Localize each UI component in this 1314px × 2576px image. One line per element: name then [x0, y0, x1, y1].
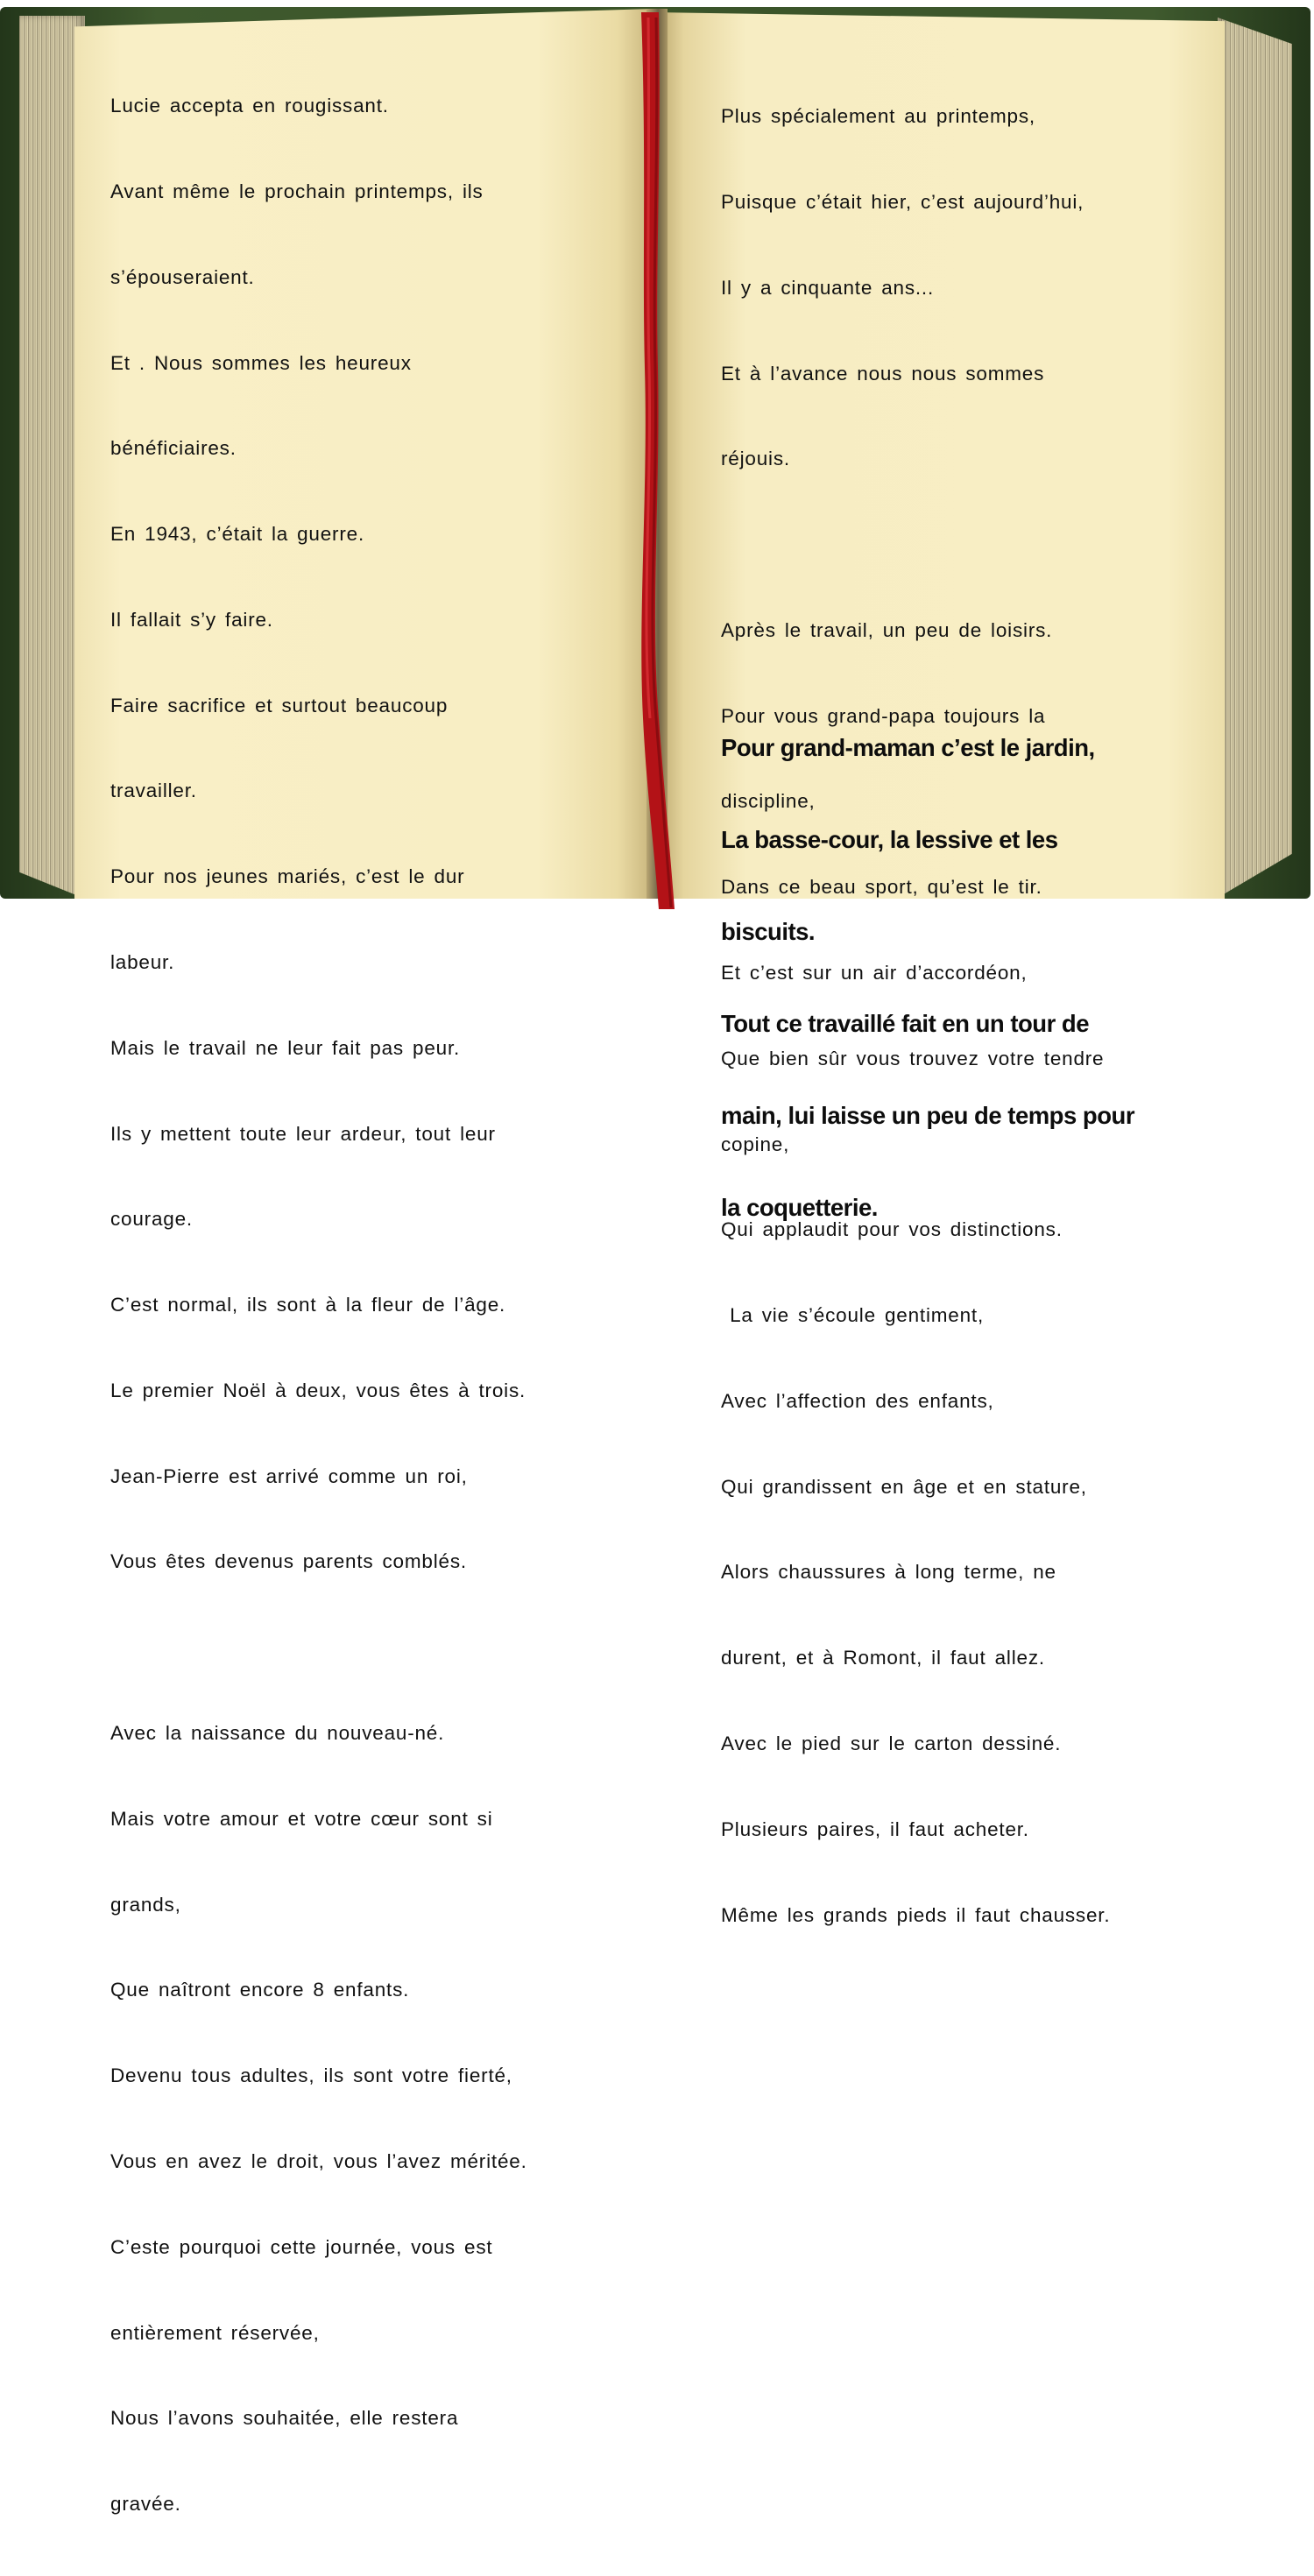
left-line: grands, [110, 1893, 181, 1916]
bold-line: Tout ce travaillé fait en un tour de [721, 1010, 1090, 1037]
left-line: Lucie accepta en rougissant. [110, 95, 389, 117]
left-line: Et . Nous sommes les heureux [110, 351, 412, 374]
left-line: courage. [110, 1208, 193, 1231]
right-line: Et c’est sur un air d’accordéon, [721, 962, 1028, 984]
right-line: Dans ce beau sport, qu’est le tir. [721, 876, 1042, 899]
right-line: Même les grands pieds il faut chausser. [721, 1903, 1111, 1926]
left-line: C’este pourquoi cette journée, vous est [110, 2235, 493, 2258]
left-line: Ils y mettent toute leur ardeur, tout leur [110, 1122, 496, 1145]
right-line: La vie s’écoule gentiment, [721, 1304, 985, 1327]
left-line: travailler. [110, 780, 197, 802]
bold-line: la coquetterie. [721, 1194, 878, 1221]
right-line: Avec l’affection des enfants, [721, 1389, 994, 1412]
right-line: Plus spécialement au printemps, [721, 105, 1035, 128]
right-line: durent, et à Romont, il faut allez. [721, 1647, 1045, 1669]
right-line: réjouis. [721, 448, 790, 470]
right-line: Pour vous grand-papa toujours la [721, 704, 1046, 727]
left-line: bénéficiaires. [110, 437, 237, 460]
right-line: Puisque c’était hier, c’est aujourd’hui, [721, 190, 1084, 213]
left-line: Nous l’avons souhaitée, elle restera [110, 2407, 459, 2430]
right-line: Plusieurs paires, il faut acheter. [721, 1817, 1029, 1840]
bold-line: La basse-cour, la lessive et les [721, 826, 1058, 853]
left-line: Avant même le prochain printemps, ils [110, 180, 484, 202]
left-line: Devenu tous adultes, ils sont votre fierté, [110, 2064, 512, 2087]
right-line: Qui grandissent en âge et en stature, [721, 1475, 1087, 1498]
left-line: Vous en avez le droit, vous l’avez méritée. [110, 2149, 527, 2172]
left-line: Mais le travail ne leur fait pas peur. [110, 1036, 461, 1059]
right-line: Et à l’avance nous nous sommes [721, 362, 1045, 385]
right-line: Il y a cinquante ans... [721, 276, 935, 299]
bold-line: main, lui laisse un peu de temps pour [721, 1102, 1135, 1129]
left-blank-line [110, 1634, 636, 1662]
bold-line: biscuits. [721, 918, 816, 945]
left-line: Faire sacrifice et surtout beaucoup [110, 694, 449, 716]
right-line: Qui applaudit pour vos distinctions. [721, 1218, 1063, 1241]
left-line: Pour nos jeunes mariés, c’est le dur [110, 865, 465, 888]
left-line: entièrement réservée, [110, 2321, 320, 2344]
left-line: Jean-Pierre est arrivé comme un roi, [110, 1464, 468, 1487]
left-line: Vous êtes devenus parents comblés. [110, 1550, 467, 1573]
left-line: Que naîtront encore 8 enfants. [110, 1979, 410, 2001]
right-line: copine, [721, 1133, 790, 1155]
right-line: Avec le pied sur le carton dessiné. [721, 1733, 1062, 1755]
right-line: discipline, [721, 790, 816, 813]
left-line: s’épouseraient. [110, 265, 255, 288]
left-line: labeur. [110, 951, 175, 973]
left-line: En 1943, c’était la guerre. [110, 523, 365, 546]
bold-line: Pour grand-maman c’est le jardin, [721, 734, 1095, 761]
right-line: Alors chaussures à long terme, ne [721, 1561, 1056, 1584]
left-line: Le premier Noël à deux, vous êtes à trois. [110, 1379, 526, 1401]
left-line: gravée. [110, 2493, 181, 2516]
right-line: Après le travail, un peu de loisirs. [721, 618, 1053, 641]
bookmark-ribbon [0, 0, 1314, 910]
left-line: Mais votre amour et votre cœur sont si [110, 1807, 493, 1830]
left-line: C’est normal, ils sont à la fleur de l’âge. [110, 1294, 506, 1316]
ribbon-strip [641, 12, 675, 909]
left-line: Il fallait s’y faire. [110, 608, 273, 631]
right-line: Que bien sûr vous trouvez votre tendre [721, 1047, 1105, 1069]
left-line: Avec la naissance du nouveau-né. [110, 1722, 445, 1745]
